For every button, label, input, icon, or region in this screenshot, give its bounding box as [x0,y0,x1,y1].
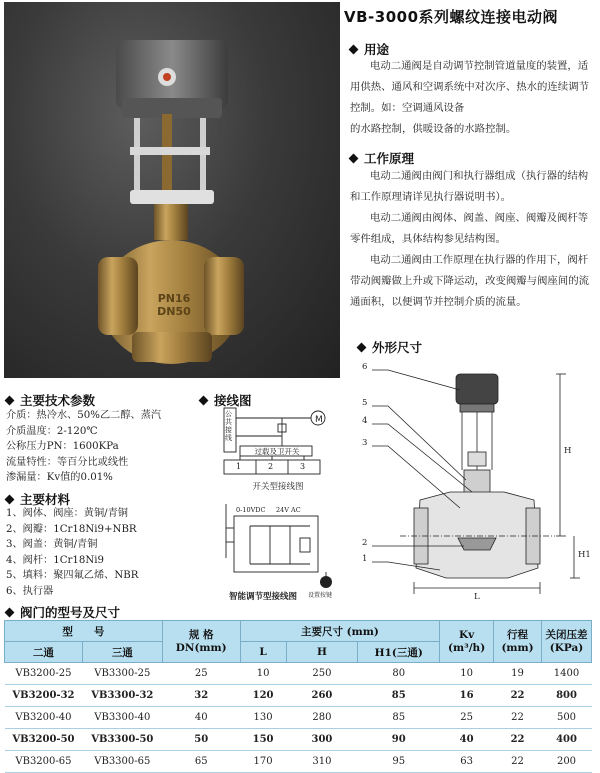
stroke-value: 22 [494,685,542,707]
h1-value: 80 [358,663,440,685]
signal-label: 0-10VDC [236,506,266,514]
usage-line: 控制。如：空调通风设备 [350,102,465,114]
usage-line: 的水路控制，供暖设备的水路控制。 [350,123,517,135]
two-way-model: VB3200-25 [5,663,83,685]
h-value: 300 [286,729,358,751]
power-label: 24V AC [276,506,301,514]
valve-section-drawing [360,360,592,608]
principle-line: 带动阀瓣做上升或下降运动，改变阀瓣与阀座间的流 [350,275,589,287]
materials-heading: 主要材料 [6,490,70,508]
two-way-model: VB3200-32 [5,685,83,707]
table-row [5,751,592,773]
svg-text:M: M [315,415,323,425]
switch-wiring-caption: 开关型接线图 [252,482,304,492]
terminal-3: 3 [300,462,306,471]
diamond-bullet-icon [5,608,15,618]
diamond-bullet-icon [199,396,209,406]
materials-list [6,506,202,600]
dim-h-label: H [564,446,572,456]
material-item: 5、填料：聚四氟乙烯、NBR [6,570,139,582]
principle-line: 零件组成，具体结构参见结构图。 [350,233,506,245]
usage-heading: 用途 [350,40,389,58]
tech-params-heading: 主要技术参数 [6,391,95,409]
h1-value: 95 [358,751,440,773]
kv-value: 63 [440,751,494,773]
principle-line: 电动二通阀由阀体、阀盖、阀座、阀瓣及阀杆等 [370,212,589,224]
l-value: 130 [240,707,286,729]
l-value: 10 [240,663,286,685]
material-item: 1、阀体、阀座：黄铜/青铜 [6,508,128,519]
three-way-model: VB3300-50 [82,729,162,751]
stroke-value: 19 [494,663,542,685]
dim-h1-label: H1 [578,550,591,560]
l-value: 170 [240,751,286,773]
h-header: H [286,642,358,663]
wiring-heading: 接线图 [200,391,252,409]
h-value: 310 [286,751,358,773]
dn-value: 32 [162,685,240,707]
diamond-bullet-icon [5,396,15,406]
callout-2: 2 [362,538,368,548]
pressure-value: 1400 [542,663,592,685]
dimensions-heading: 外形尺寸 [358,338,422,356]
material-item: 4、阀杆：1Cr18Ni9 [6,554,104,566]
pressure-header: 关闭压差 (KPa) [542,621,592,663]
table-row [5,729,592,751]
dn-header: 规 格 DN(mm) [162,621,240,663]
two-way-header: 二通 [5,642,83,663]
principle-line: 通面积，以便调节并控制介质的流量。 [350,296,527,308]
pressure-value: 500 [542,707,592,729]
overload-switch-label: 过载及卫开关 [254,447,300,456]
callout-6: 6 [362,362,368,372]
callout-4: 4 [362,416,368,426]
usage-text [350,56,596,140]
l-header: L [240,642,286,663]
tech-param-item: 介质：热冷水、50%乙二醇、蒸汽 [6,410,162,421]
switch-wiring-diagram [222,406,334,494]
principle-heading: 工作原理 [350,149,414,167]
tech-param-item: 流量特性：等百分比或线性 [6,456,129,468]
tech-param-item: 介质温度：2-120℃ [6,425,98,437]
h-value: 260 [286,685,358,707]
kv-value: 10 [440,663,494,685]
model-group-header: 型 号 [5,621,163,642]
principle-line: 和工作原理请详见执行器说明书）。 [350,191,512,203]
dn-value: 50 [162,729,240,751]
tech-param-item: 渗漏量：Kv值的0.01% [6,472,113,484]
dn-value: 25 [162,663,240,685]
smart-wiring-caption: 智能调节型接线图 [228,592,297,602]
material-item: 3、阀盖：黄铜/青铜 [6,539,98,551]
three-way-model: VB3300-25 [82,663,162,685]
table-row [5,663,592,685]
pressure-value: 200 [542,751,592,773]
dims-group-header: 主要尺寸 (mm) [240,621,440,642]
two-way-model: VB3200-50 [5,729,83,751]
three-way-model: VB3300-40 [82,707,162,729]
tech-params-list [6,408,202,486]
kv-value: 16 [440,685,494,707]
callout-3: 3 [362,438,368,448]
principle-line: 电动二通阀由阀门和执行器组成（执行器的结构 [370,170,589,182]
table-row [5,685,592,707]
product-photo [4,2,340,378]
h1-value: 90 [358,729,440,751]
l-value: 120 [240,685,286,707]
material-item: 6、执行器 [6,585,54,597]
stroke-header: 行程 (mm) [494,621,542,663]
h-value: 250 [286,663,358,685]
dim-l-label: L [474,592,480,602]
dn-value: 65 [162,751,240,773]
kv-header: Kv (m³/h) [440,621,494,663]
h1-header: H1(三通) [358,642,440,663]
h1-value: 85 [358,707,440,729]
three-way-model: VB3300-32 [82,685,162,707]
material-item: 2、阀瓣：1Cr18Ni9+NBR [6,523,137,535]
three-way-model: VB3300-65 [82,751,162,773]
usage-line: 电动二通阀是自动调节控制管道量度的装置，适 [370,60,589,72]
page-title: VB-3000系列螺纹连接电动阀 [344,8,559,26]
usage-line: 用供热、通风和空调系统中对次序、热水的连续调节 [350,81,589,93]
stroke-value: 22 [494,729,542,751]
two-way-model: VB3200-40 [5,707,83,729]
terminal-2: 2 [268,462,274,471]
l-value: 150 [240,729,286,751]
tech-param-item: 公称压力PN：1600KPa [6,441,119,453]
callout-1: 1 [362,554,368,564]
principle-line: 电动二通阀由工作原理在执行器的作用下，阀杆 [370,254,589,266]
spec-table-heading: 阀门的型号及尺寸 [6,603,120,621]
callout-5: 5 [362,398,368,408]
dimension-drawing [360,360,592,608]
three-way-header: 三通 [82,642,162,663]
h-value: 280 [286,707,358,729]
terminal-1: 1 [236,462,242,471]
diamond-bullet-icon [349,154,359,164]
diamond-bullet-icon [349,45,359,55]
table-row [5,707,592,729]
setting-button-label: 设置按键 [308,592,333,599]
h1-value: 85 [358,685,440,707]
diamond-bullet-icon [357,343,367,353]
kv-value: 25 [440,707,494,729]
stroke-value: 22 [494,707,542,729]
principle-text [350,166,596,313]
two-way-model: VB3200-65 [5,751,83,773]
valve-illustration [4,2,340,378]
pressure-value: 400 [542,729,592,751]
stroke-value: 22 [494,751,542,773]
kv-value: 40 [440,729,494,751]
pressure-value: 800 [542,685,592,707]
spec-table [4,620,592,773]
common-terminal-label: 公共接线 [225,410,232,442]
dn-value: 40 [162,707,240,729]
smart-wiring-diagram [220,498,340,606]
body-marking: PN16 DN50 [157,292,191,318]
diamond-bullet-icon [5,495,15,505]
